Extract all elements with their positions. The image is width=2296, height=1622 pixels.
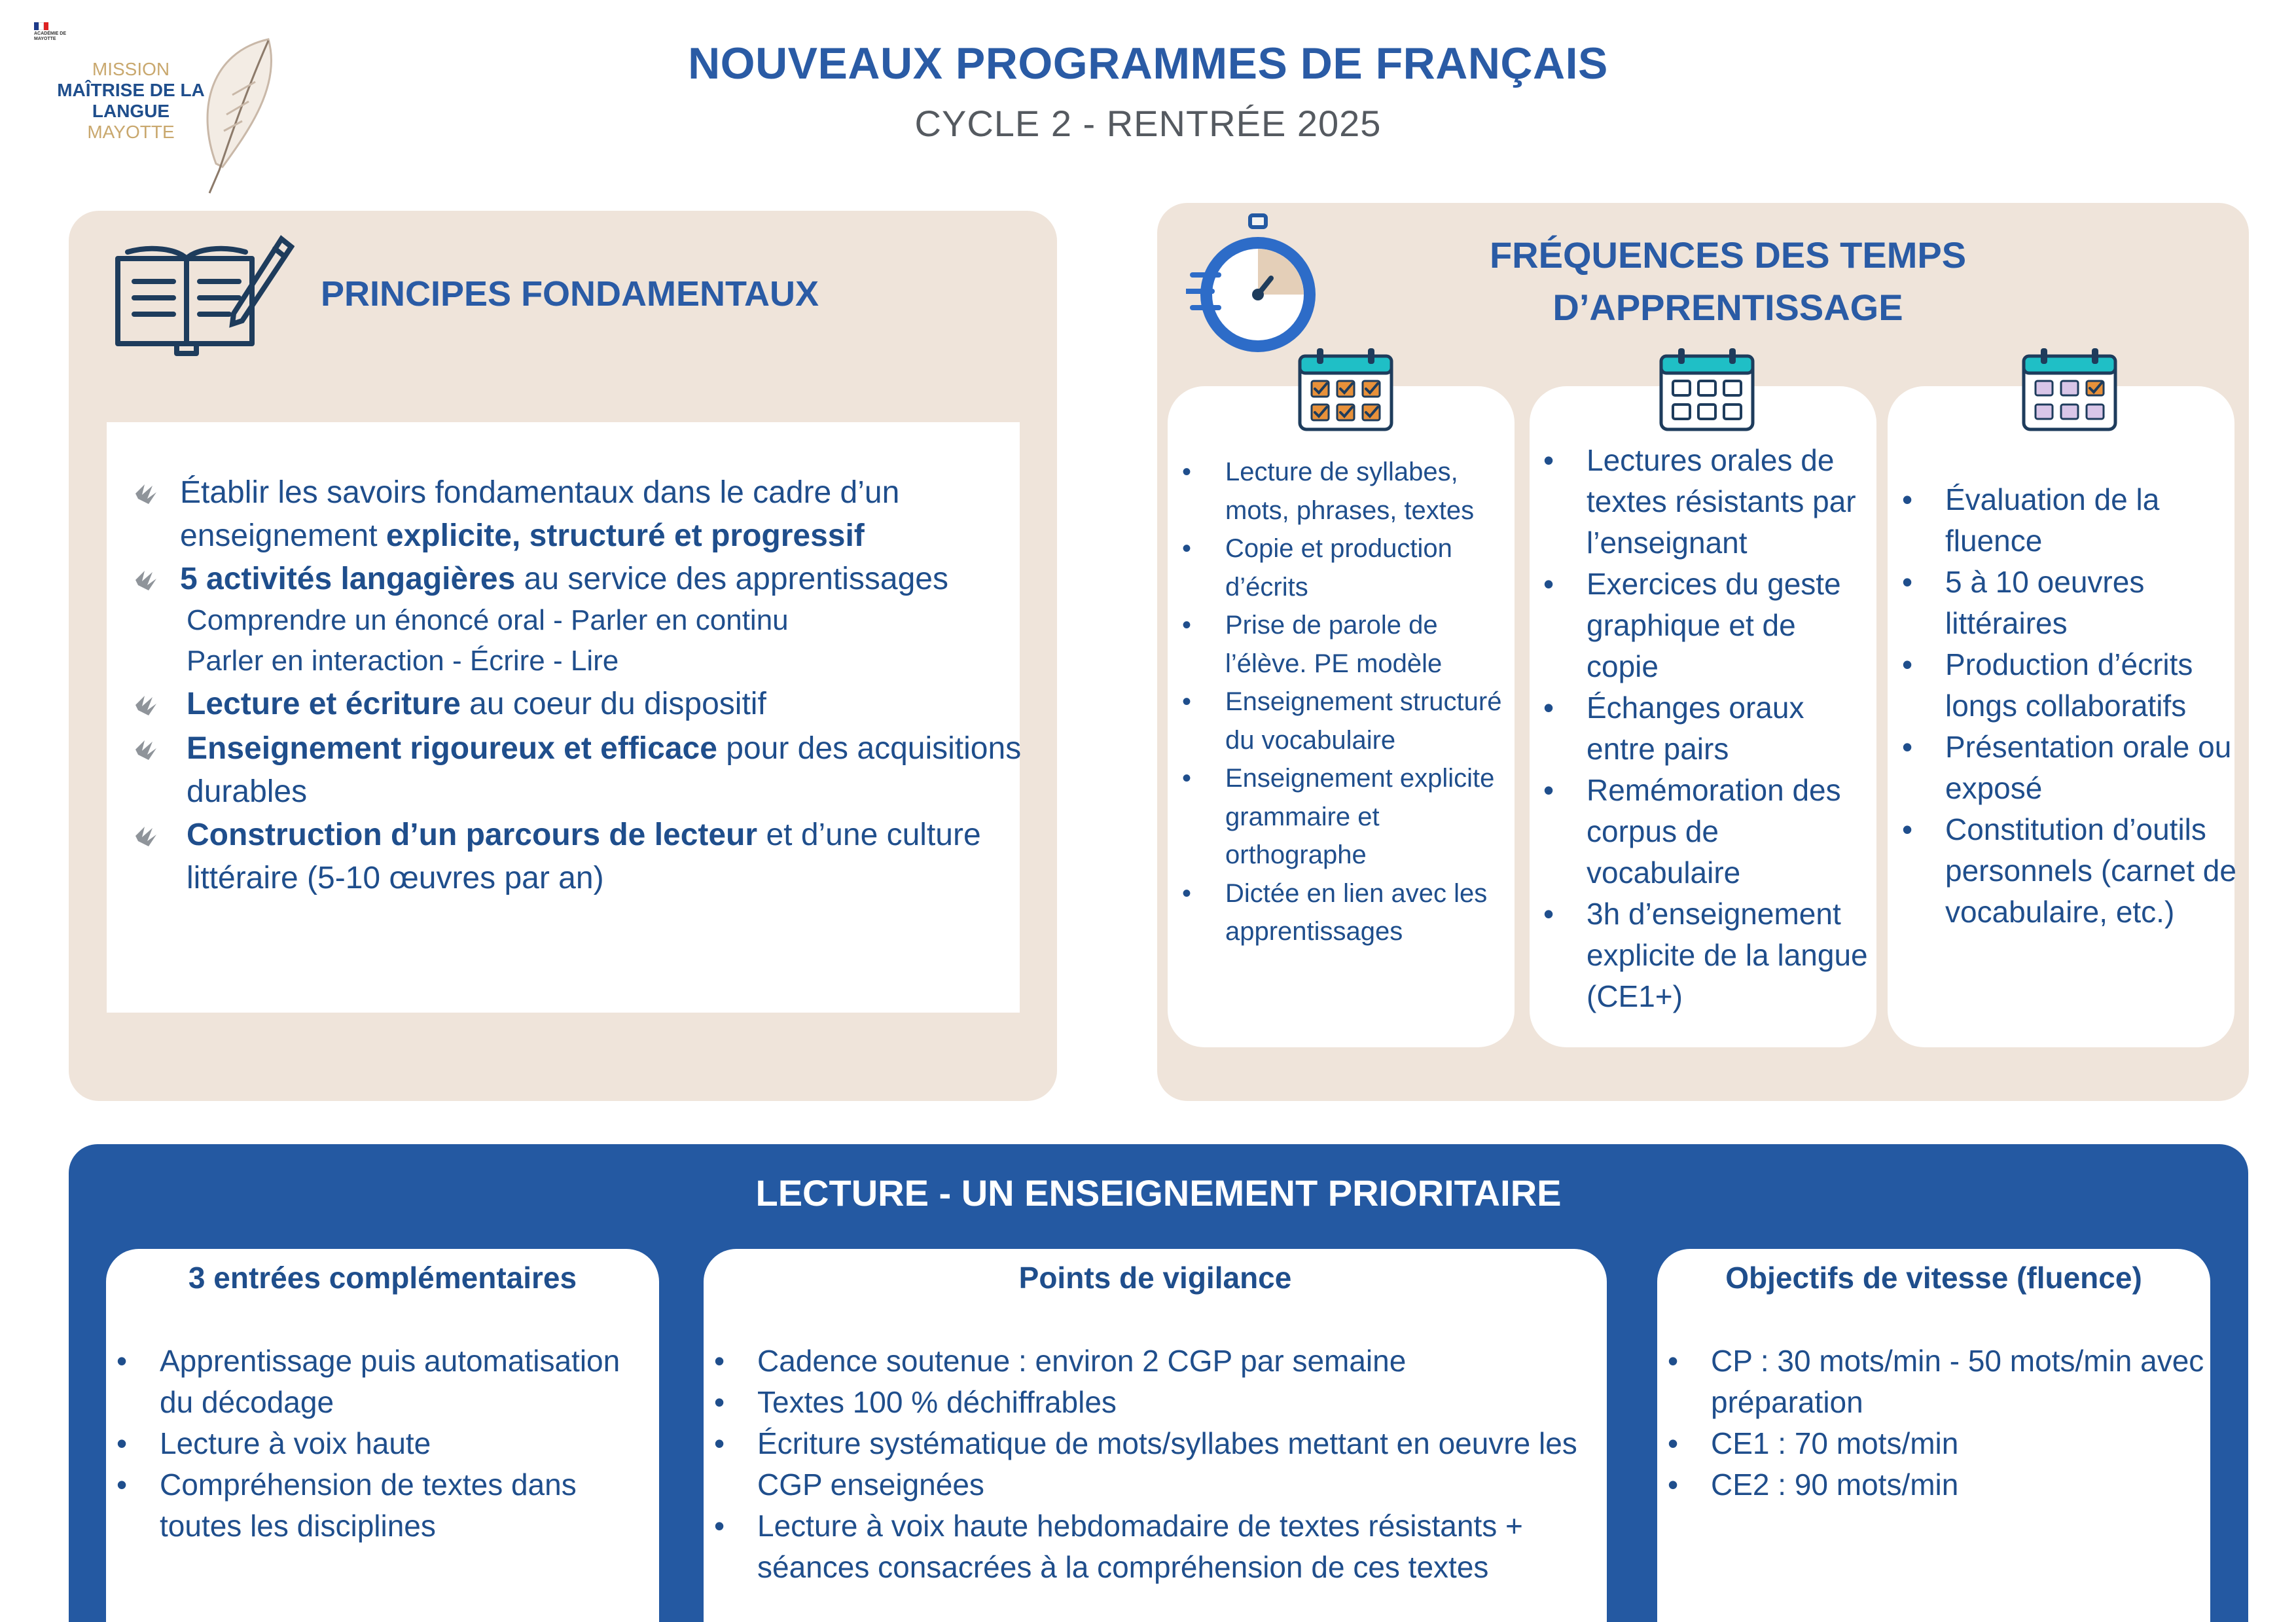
- lecture-card-heading: 3 entrées complémentaires: [188, 1261, 577, 1295]
- scribble-bullet-icon: [133, 480, 159, 507]
- lecture-list-entrees: [113, 1341, 656, 1547]
- list-item: • Échanges oraux entre pairs: [1539, 687, 1873, 770]
- calendar-weekly-icon: [1659, 347, 1755, 432]
- list-item: • Apprentissage puis automatisation du décodage: [113, 1341, 656, 1423]
- list-item: • 3h d’enseignement explicite de la langue (CE1+): [1539, 893, 1873, 1017]
- list-item: • Production d’écrits longs collaboratifs: [1898, 644, 2238, 727]
- frequences-title: FRÉQUENCES DES TEMPS D’APPRENTISSAGE: [1489, 234, 1967, 328]
- academie-label: ACADÉMIE DE MAYOTTE: [34, 31, 67, 41]
- list-item: • Lectures orales de textes résistants par l’enseignant: [1539, 440, 1873, 564]
- list-item: • Lecture à voix haute hebdomadaire de textes résistants + séances consacrées à la compréhension de ces textes: [710, 1505, 1600, 1588]
- frequence-list-periodic: [1898, 479, 2238, 933]
- list-item: • Constitution d’outils personnels (carnet de vocabulaire, etc.): [1898, 809, 2238, 933]
- list-item: • Exercices du geste graphique et de copie: [1539, 564, 1873, 687]
- frequence-list-daily: [1178, 453, 1509, 951]
- lecture-title: LECTURE - UN ENSEIGNEMENT PRIORITAIRE: [755, 1172, 1562, 1214]
- list-item: • CE2 : 90 mots/min: [1664, 1464, 2207, 1505]
- page-title: NOUVEAUX PROGRAMMES DE FRANÇAIS: [688, 39, 1608, 88]
- scribble-bullet-icon: [133, 736, 159, 763]
- list-item: • Cadence soutenue : environ 2 CGP par semaine: [710, 1341, 1600, 1382]
- list-item: • Remémoration des corpus de vocabulaire: [1539, 770, 1873, 893]
- open-book-pen-icon: [111, 232, 295, 357]
- list-item: • Textes 100 % déchiffrables: [710, 1382, 1600, 1423]
- page-subtitle: CYCLE 2 - RENTRÉE 2025: [914, 103, 1382, 144]
- list-item: • Enseignement explicite grammaire et orthographe: [1178, 759, 1509, 874]
- stopwatch-icon: [1186, 213, 1330, 357]
- calendar-daily-icon: [1297, 347, 1394, 432]
- list-item: • Compréhension de textes dans toutes les disciplines: [113, 1464, 656, 1547]
- calendar-periodic-icon: [2021, 347, 2118, 432]
- scribble-bullet-icon: [133, 567, 159, 593]
- list-item: • Enseignement structuré du vocabulaire: [1178, 683, 1509, 759]
- list-item: • Copie et production d’écrits: [1178, 530, 1509, 606]
- french-flag-icon: [34, 22, 48, 30]
- list-item: • 5 à 10 oeuvres littéraires: [1898, 562, 2238, 644]
- list-item: • Présentation orale ou exposé: [1898, 727, 2238, 809]
- list-item: • Lecture à voix haute: [113, 1423, 656, 1464]
- list-item: • CP : 30 mots/min - 50 mots/min avec préparation: [1664, 1341, 2207, 1423]
- list-item: • Écriture systématique de mots/syllabes mettant en oeuvre les CGP enseignées: [710, 1423, 1600, 1505]
- lecture-list-vigilance: [710, 1341, 1600, 1588]
- principe-subline: Comprendre un énoncé oral - Parler en continu: [187, 604, 789, 636]
- mission-logo-text: MISSION MAÎTRISE DE LA LANGUE MAYOTTE: [57, 59, 205, 142]
- frequence-list-weekly: [1539, 440, 1873, 1017]
- scribble-bullet-icon: [133, 823, 159, 849]
- lecture-card-heading: Points de vigilance: [1018, 1261, 1292, 1295]
- principes-title: PRINCIPES FONDAMENTAUX: [321, 274, 819, 314]
- list-item: • Lecture de syllabes, mots, phrases, textes: [1178, 453, 1509, 530]
- lecture-card-heading: Objectifs de vitesse (fluence): [1725, 1261, 2142, 1295]
- list-item: • CE1 : 70 mots/min: [1664, 1423, 2207, 1464]
- scribble-bullet-icon: [133, 692, 159, 718]
- principes-card: Établir les savoirs fondamentaux dans le cadre d’un enseignement explicite, structuré et progressif 5 activités langagières au service des apprentissages Comprendre un énoncé oral - Parler en continu Parler en interaction - Écrire - Lire Lecture et écriture au coeur du dispositif Enseignement rigoureux et efficace pour des acquisitions durables Construction d’un parcours de lecteur et d’une culture littéraire (5-10 œuvres par an): [107, 422, 1020, 1013]
- list-item: • Prise de parole de l’élève. PE modèle: [1178, 606, 1509, 683]
- list-item: • Dictée en lien avec les apprentissages: [1178, 874, 1509, 951]
- lecture-list-fluence: [1664, 1341, 2207, 1505]
- principe-subline: Parler en interaction - Écrire - Lire: [187, 645, 619, 677]
- list-item: • Évaluation de la fluence: [1898, 479, 2238, 562]
